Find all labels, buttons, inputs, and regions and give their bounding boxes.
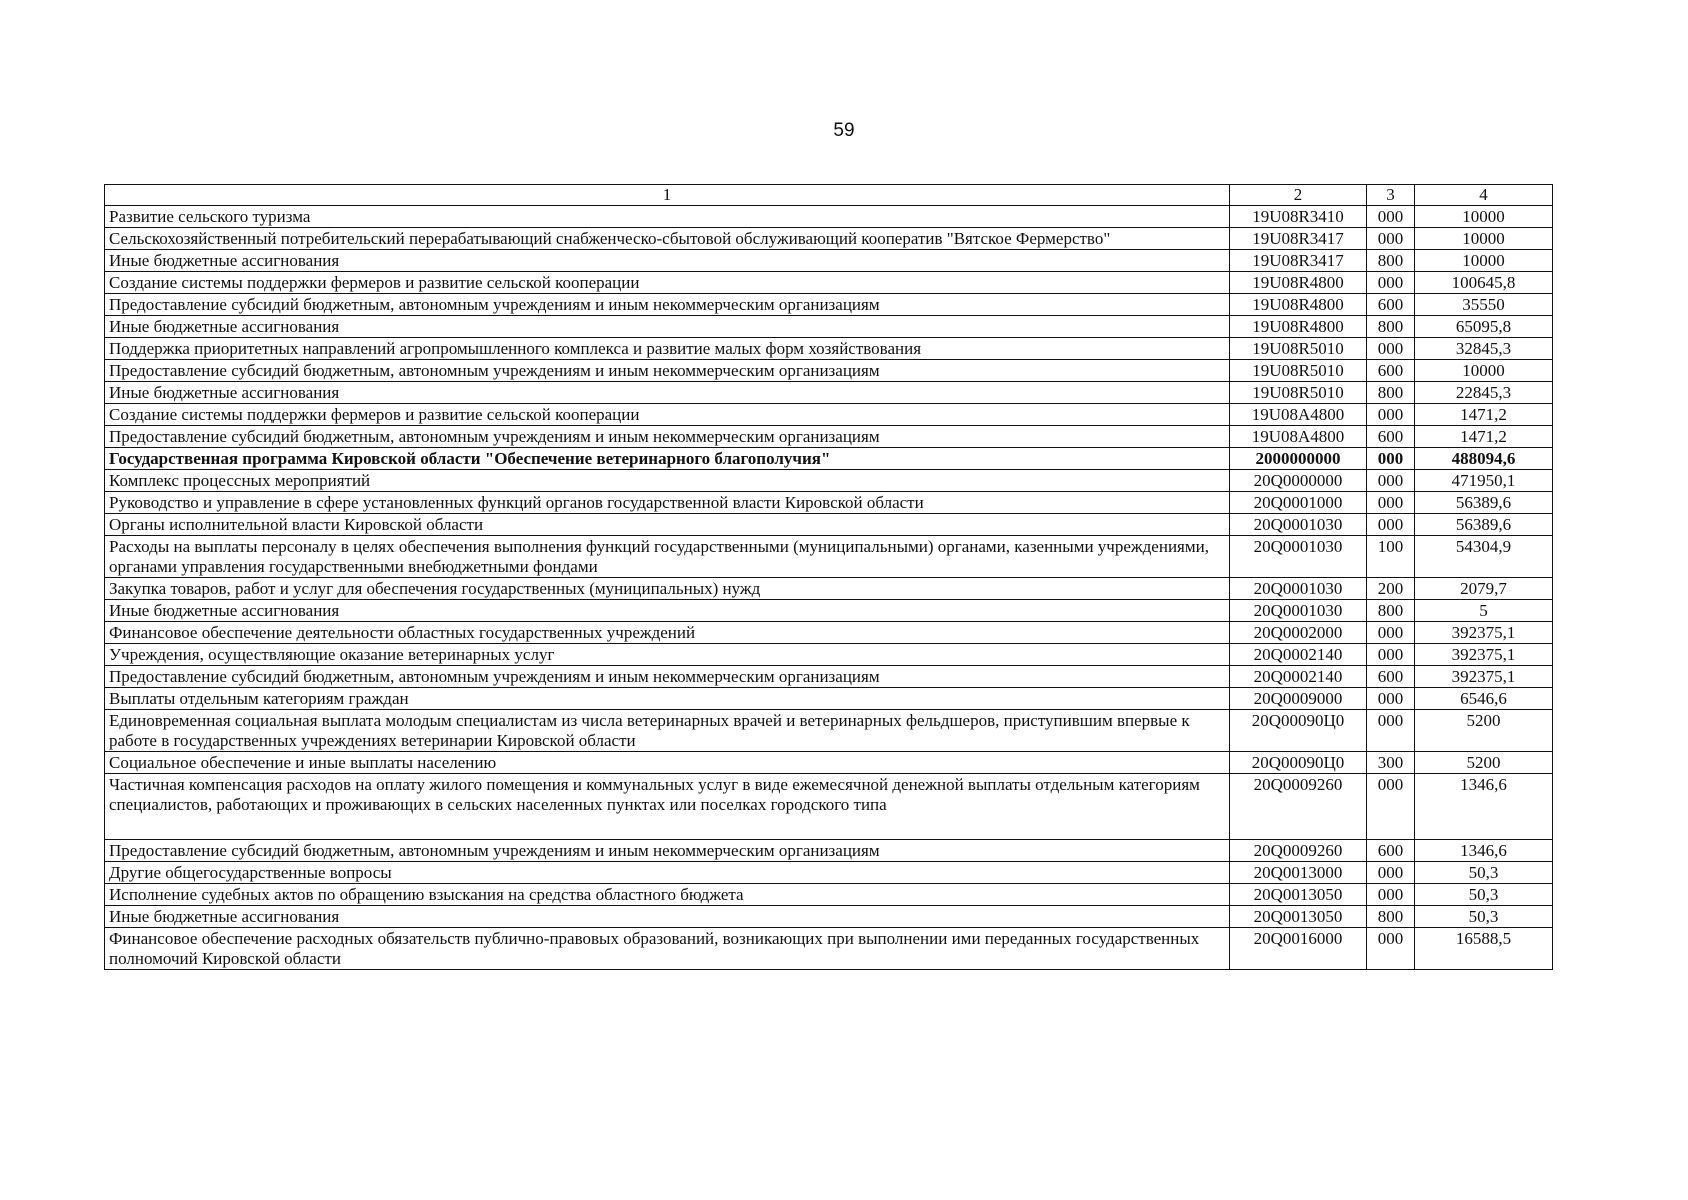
row-amount-cell: 1346,6: [1415, 774, 1553, 840]
row-amount-cell: 10000: [1415, 206, 1553, 228]
column-header-code: 2: [1230, 185, 1367, 206]
row-amount-cell: 35550: [1415, 294, 1553, 316]
table-row: [105, 710, 1553, 752]
row-amount-cell: 100645,8: [1415, 272, 1553, 294]
row-code-cell: 20Q0001030: [1230, 536, 1367, 578]
row-name-cell: Выплаты отдельным категориям граждан: [105, 688, 1230, 710]
row-name-cell: Социальное обеспечение и иные выплаты населению: [105, 752, 1230, 774]
row-expense-type-cell: 000: [1367, 338, 1415, 360]
row-amount-cell: 50,3: [1415, 884, 1553, 906]
row-amount-cell: 2079,7: [1415, 578, 1553, 600]
table-row: [105, 752, 1553, 774]
row-name-cell: Финансовое обеспечение расходных обязательств публично-правовых образований, возникающих при выполнении ими переданных государственных полномочий Кировской области: [105, 928, 1230, 970]
row-name-cell: Предоставление субсидий бюджетным, автономным учреждениям и иным некоммерческим организациям: [105, 360, 1230, 382]
table-body: [105, 206, 1553, 970]
table-row: [105, 404, 1553, 426]
row-amount-cell: 65095,8: [1415, 316, 1553, 338]
row-code-cell: 20Q0009000: [1230, 688, 1367, 710]
table-row: [105, 382, 1553, 404]
row-expense-type-cell: 100: [1367, 536, 1415, 578]
row-expense-type-cell: 800: [1367, 906, 1415, 928]
row-expense-type-cell: 300: [1367, 752, 1415, 774]
row-amount-cell: 56389,6: [1415, 492, 1553, 514]
row-amount-cell: 488094,6: [1415, 448, 1553, 470]
row-code-cell: 20Q0001030: [1230, 514, 1367, 536]
row-code-cell: 20Q0002140: [1230, 666, 1367, 688]
row-name-cell: Предоставление субсидий бюджетным, автономным учреждениям и иным некоммерческим организациям: [105, 294, 1230, 316]
table-row: [105, 228, 1553, 250]
table-row: [105, 272, 1553, 294]
row-amount-cell: 1471,2: [1415, 404, 1553, 426]
row-code-cell: 19U08R3417: [1230, 228, 1367, 250]
row-code-cell: 20Q0000000: [1230, 470, 1367, 492]
row-amount-cell: 16588,5: [1415, 928, 1553, 970]
budget-table: [104, 184, 1553, 970]
row-code-cell: 19U08R3417: [1230, 250, 1367, 272]
row-amount-cell: 5: [1415, 600, 1553, 622]
row-code-cell: 19U08R5010: [1230, 360, 1367, 382]
table-row: [105, 250, 1553, 272]
row-amount-cell: 50,3: [1415, 906, 1553, 928]
row-expense-type-cell: 000: [1367, 206, 1415, 228]
row-amount-cell: 1471,2: [1415, 426, 1553, 448]
row-expense-type-cell: 800: [1367, 316, 1415, 338]
row-amount-cell: 10000: [1415, 228, 1553, 250]
row-name-cell: Предоставление субсидий бюджетным, автономным учреждениям и иным некоммерческим организациям: [105, 426, 1230, 448]
table-row: [105, 294, 1553, 316]
row-code-cell: 19U08A4800: [1230, 404, 1367, 426]
row-name-cell: Создание системы поддержки фермеров и развитие сельской кооперации: [105, 404, 1230, 426]
table-row: [105, 316, 1553, 338]
row-name-cell: Другие общегосударственные вопросы: [105, 862, 1230, 884]
row-amount-cell: 1346,6: [1415, 840, 1553, 862]
row-expense-type-cell: 000: [1367, 228, 1415, 250]
table-row: [105, 688, 1553, 710]
row-expense-type-cell: 600: [1367, 360, 1415, 382]
row-code-cell: 20Q0002140: [1230, 644, 1367, 666]
row-name-cell: Иные бюджетные ассигнования: [105, 316, 1230, 338]
row-expense-type-cell: 000: [1367, 710, 1415, 752]
table-row: [105, 622, 1553, 644]
row-name-cell: Государственная программа Кировской области "Обеспечение ветеринарного благополучия": [105, 448, 1230, 470]
row-name-cell: Единовременная социальная выплата молодым специалистам из числа ветеринарных врачей и ветеринарных фельдшеров, приступившим впервые к работе в государственных учреждениях ветеринарии Кировской области: [105, 710, 1230, 752]
row-expense-type-cell: 800: [1367, 382, 1415, 404]
row-name-cell: Учреждения, осуществляющие оказание ветеринарных услуг: [105, 644, 1230, 666]
row-code-cell: 20Q0009260: [1230, 774, 1367, 840]
row-expense-type-cell: 000: [1367, 884, 1415, 906]
row-name-cell: Сельскохозяйственный потребительский перерабатывающий снабженческо-сбытовой обслуживающий кооператив "Вятское Фермерство": [105, 228, 1230, 250]
table-row: [105, 338, 1553, 360]
row-name-cell: Комплекс процессных мероприятий: [105, 470, 1230, 492]
row-code-cell: 20Q00090Ц0: [1230, 752, 1367, 774]
row-amount-cell: 6546,6: [1415, 688, 1553, 710]
row-code-cell: 2000000000: [1230, 448, 1367, 470]
row-code-cell: 20Q0009260: [1230, 840, 1367, 862]
row-amount-cell: 54304,9: [1415, 536, 1553, 578]
row-expense-type-cell: 800: [1367, 600, 1415, 622]
row-name-cell: Создание системы поддержки фермеров и развитие сельской кооперации: [105, 272, 1230, 294]
row-code-cell: 19U08R4800: [1230, 294, 1367, 316]
row-expense-type-cell: 600: [1367, 666, 1415, 688]
table-row: [105, 448, 1553, 470]
table-row: [105, 206, 1553, 228]
row-code-cell: 19U08A4800: [1230, 426, 1367, 448]
row-expense-type-cell: 000: [1367, 774, 1415, 840]
row-expense-type-cell: 000: [1367, 492, 1415, 514]
row-amount-cell: 50,3: [1415, 862, 1553, 884]
table-row: [105, 666, 1553, 688]
row-amount-cell: 5200: [1415, 752, 1553, 774]
table-row: [105, 906, 1553, 928]
row-amount-cell: 10000: [1415, 360, 1553, 382]
column-header-expense-type: 3: [1367, 185, 1415, 206]
table-row: [105, 840, 1553, 862]
row-expense-type-cell: 600: [1367, 426, 1415, 448]
row-amount-cell: 392375,1: [1415, 666, 1553, 688]
row-amount-cell: 32845,3: [1415, 338, 1553, 360]
row-code-cell: 19U08R4800: [1230, 272, 1367, 294]
row-name-cell: Руководство и управление в сфере установленных функций органов государственной власти Кировской области: [105, 492, 1230, 514]
row-amount-cell: 471950,1: [1415, 470, 1553, 492]
row-code-cell: 20Q0001000: [1230, 492, 1367, 514]
row-amount-cell: 392375,1: [1415, 622, 1553, 644]
row-expense-type-cell: 000: [1367, 644, 1415, 666]
row-expense-type-cell: 000: [1367, 928, 1415, 970]
table-row: [105, 470, 1553, 492]
row-amount-cell: 56389,6: [1415, 514, 1553, 536]
row-name-cell: Финансовое обеспечение деятельности областных государственных учреждений: [105, 622, 1230, 644]
row-name-cell: Органы исполнительной власти Кировской области: [105, 514, 1230, 536]
row-name-cell: Предоставление субсидий бюджетным, автономным учреждениям и иным некоммерческим организациям: [105, 840, 1230, 862]
row-code-cell: 20Q0001030: [1230, 600, 1367, 622]
row-code-cell: 19U08R5010: [1230, 382, 1367, 404]
row-expense-type-cell: 000: [1367, 862, 1415, 884]
table-row: [105, 774, 1553, 840]
table-header-row: [105, 185, 1553, 206]
row-code-cell: 20Q0001030: [1230, 578, 1367, 600]
row-code-cell: 20Q0013050: [1230, 906, 1367, 928]
row-amount-cell: 5200: [1415, 710, 1553, 752]
table-row: [105, 492, 1553, 514]
row-name-cell: Иные бюджетные ассигнования: [105, 600, 1230, 622]
row-expense-type-cell: 200: [1367, 578, 1415, 600]
row-name-cell: Иные бюджетные ассигнования: [105, 906, 1230, 928]
table-row: [105, 426, 1553, 448]
row-name-cell: Предоставление субсидий бюджетным, автономным учреждениям и иным некоммерческим организациям: [105, 666, 1230, 688]
row-name-cell: Исполнение судебных актов по обращению взыскания на средства областного бюджета: [105, 884, 1230, 906]
row-name-cell: Расходы на выплаты персоналу в целях обеспечения выполнения функций государственными (муниципальными) органами, казенными учреждениями, органами управления государственными внебюджетными фондами: [105, 536, 1230, 578]
row-expense-type-cell: 000: [1367, 688, 1415, 710]
row-expense-type-cell: 000: [1367, 622, 1415, 644]
row-code-cell: 20Q0016000: [1230, 928, 1367, 970]
table-row: [105, 644, 1553, 666]
row-name-cell: Развитие сельского туризма: [105, 206, 1230, 228]
row-name-cell: Закупка товаров, работ и услуг для обеспечения государственных (муниципальных) нужд: [105, 578, 1230, 600]
row-expense-type-cell: 600: [1367, 294, 1415, 316]
row-amount-cell: 392375,1: [1415, 644, 1553, 666]
table-row: [105, 884, 1553, 906]
table-row: [105, 360, 1553, 382]
row-name-cell: Иные бюджетные ассигнования: [105, 382, 1230, 404]
table-row: [105, 928, 1553, 970]
row-expense-type-cell: 000: [1367, 272, 1415, 294]
row-amount-cell: 10000: [1415, 250, 1553, 272]
column-header-name: 1: [105, 185, 1230, 206]
table-row: [105, 862, 1553, 884]
row-name-cell: Иные бюджетные ассигнования: [105, 250, 1230, 272]
row-code-cell: 20Q00090Ц0: [1230, 710, 1367, 752]
row-code-cell: 20Q0013050: [1230, 884, 1367, 906]
table-row: [105, 600, 1553, 622]
row-expense-type-cell: 000: [1367, 470, 1415, 492]
column-header-amount: 4: [1415, 185, 1553, 206]
page-number: 59: [833, 120, 855, 141]
table-row: [105, 536, 1553, 578]
row-code-cell: 19U08R3410: [1230, 206, 1367, 228]
row-name-cell: Частичная компенсация расходов на оплату жилого помещения и коммунальных услуг в виде ежемесячной денежной выплаты отдельным категориям специалистов, работающих и проживающих в сельских населенных пунктах или поселках городского типа: [105, 774, 1230, 840]
row-name-cell: Поддержка приоритетных направлений агропромышленного комплекса и развитие малых форм хозяйствования: [105, 338, 1230, 360]
table-row: [105, 578, 1553, 600]
row-expense-type-cell: 000: [1367, 514, 1415, 536]
row-expense-type-cell: 000: [1367, 404, 1415, 426]
row-expense-type-cell: 600: [1367, 840, 1415, 862]
row-amount-cell: 22845,3: [1415, 382, 1553, 404]
row-code-cell: 19U08R4800: [1230, 316, 1367, 338]
row-expense-type-cell: 800: [1367, 250, 1415, 272]
row-code-cell: 20Q0002000: [1230, 622, 1367, 644]
row-expense-type-cell: 000: [1367, 448, 1415, 470]
row-code-cell: 20Q0013000: [1230, 862, 1367, 884]
row-code-cell: 19U08R5010: [1230, 338, 1367, 360]
table-row: [105, 514, 1553, 536]
